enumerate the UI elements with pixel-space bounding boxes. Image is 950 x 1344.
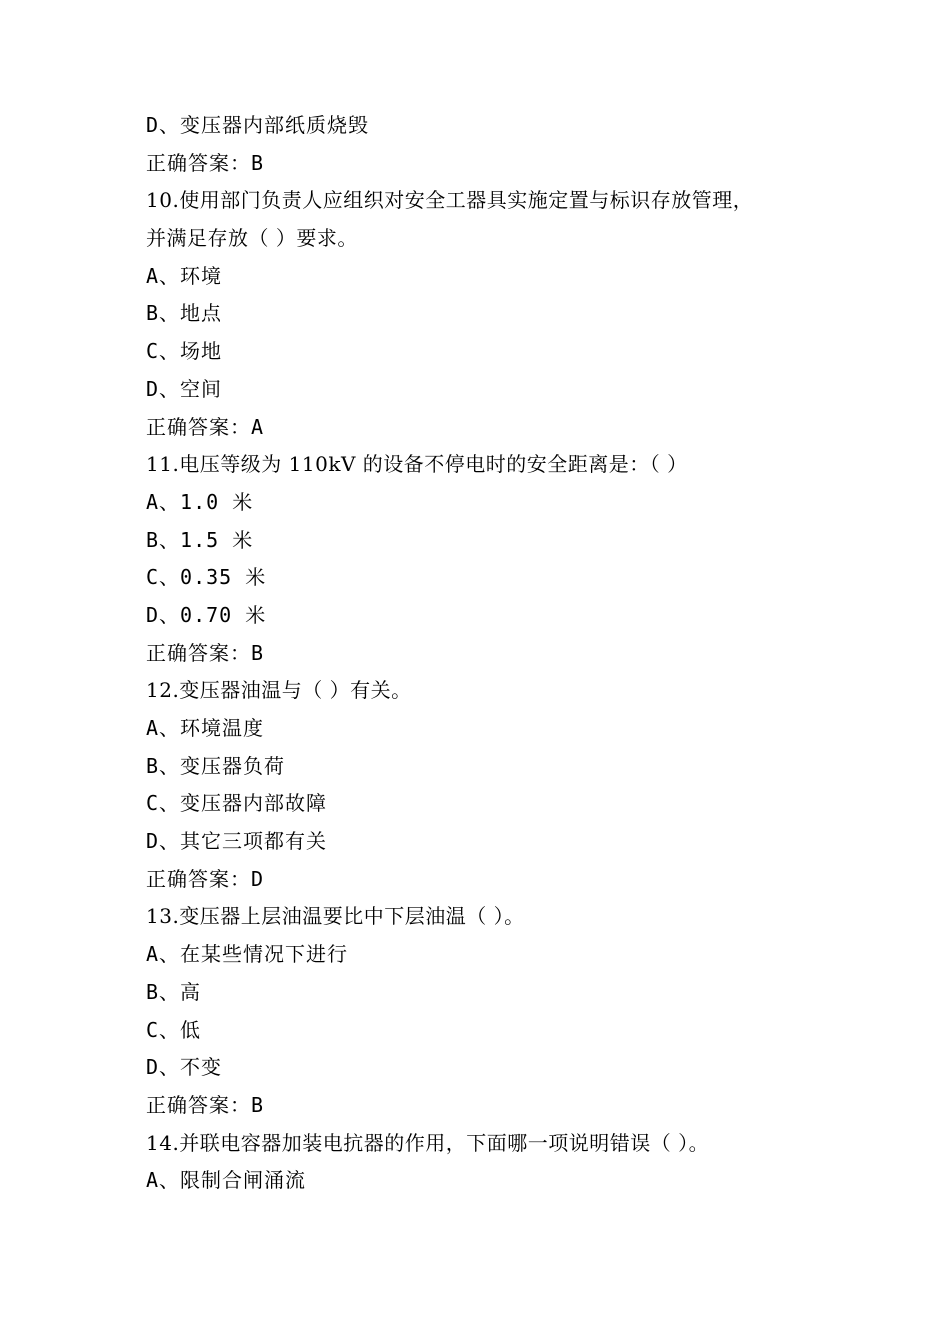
document-page xyxy=(146,107,826,1200)
option-line: C、场地 xyxy=(146,339,223,364)
answer-line: 正确答案：B xyxy=(146,150,265,175)
question-line: 12.变压器油温与（ ）有关。 xyxy=(146,678,412,703)
option-line: D、不变 xyxy=(146,1055,223,1080)
option-line: A、环境温度 xyxy=(146,716,265,740)
option-line: C、变压器内部故障 xyxy=(146,791,328,816)
option-line: D、变压器内部纸质烧毁 xyxy=(146,113,370,137)
option-line: D、0.70 米 xyxy=(146,602,267,627)
answer-line: 正确答案：B xyxy=(146,640,265,665)
option-line: A、限制合闸涌流 xyxy=(146,1168,307,1193)
answer-line: 正确答案：A xyxy=(146,414,265,439)
option-line: C、低 xyxy=(146,1017,202,1042)
option-line: A、1.0 米 xyxy=(146,489,254,514)
option-line: B、地点 xyxy=(146,301,223,326)
option-line: B、1.5 米 xyxy=(146,527,254,552)
option-line: A、在某些情况下进行 xyxy=(146,942,349,967)
option-line: B、变压器负荷 xyxy=(146,753,286,778)
question-line: 13.变压器上层油温要比中下层油温（ ）。 xyxy=(146,904,525,929)
option-line: D、空间 xyxy=(146,376,223,401)
option-line: C、0.35 米 xyxy=(146,565,267,590)
question-line: 10.使用部门负责人应组织对安全工器具实施定置与标识存放管理， xyxy=(146,188,754,213)
question-line: 并满足存放（ ）要求。 xyxy=(146,226,358,251)
option-line: B、高 xyxy=(146,979,202,1004)
question-line: 14.并联电容器加装电抗器的作用，下面哪一项说明错误（ ）。 xyxy=(146,1130,710,1155)
option-line: A、环境 xyxy=(146,263,223,288)
question-line: 11.电压等级为 110kV 的设备不停电时的安全距离是：（ ） xyxy=(146,452,688,477)
answer-line: 正确答案：B xyxy=(146,1092,265,1117)
answer-line: 正确答案：D xyxy=(146,866,265,891)
option-line: D、其它三项都有关 xyxy=(146,829,328,854)
